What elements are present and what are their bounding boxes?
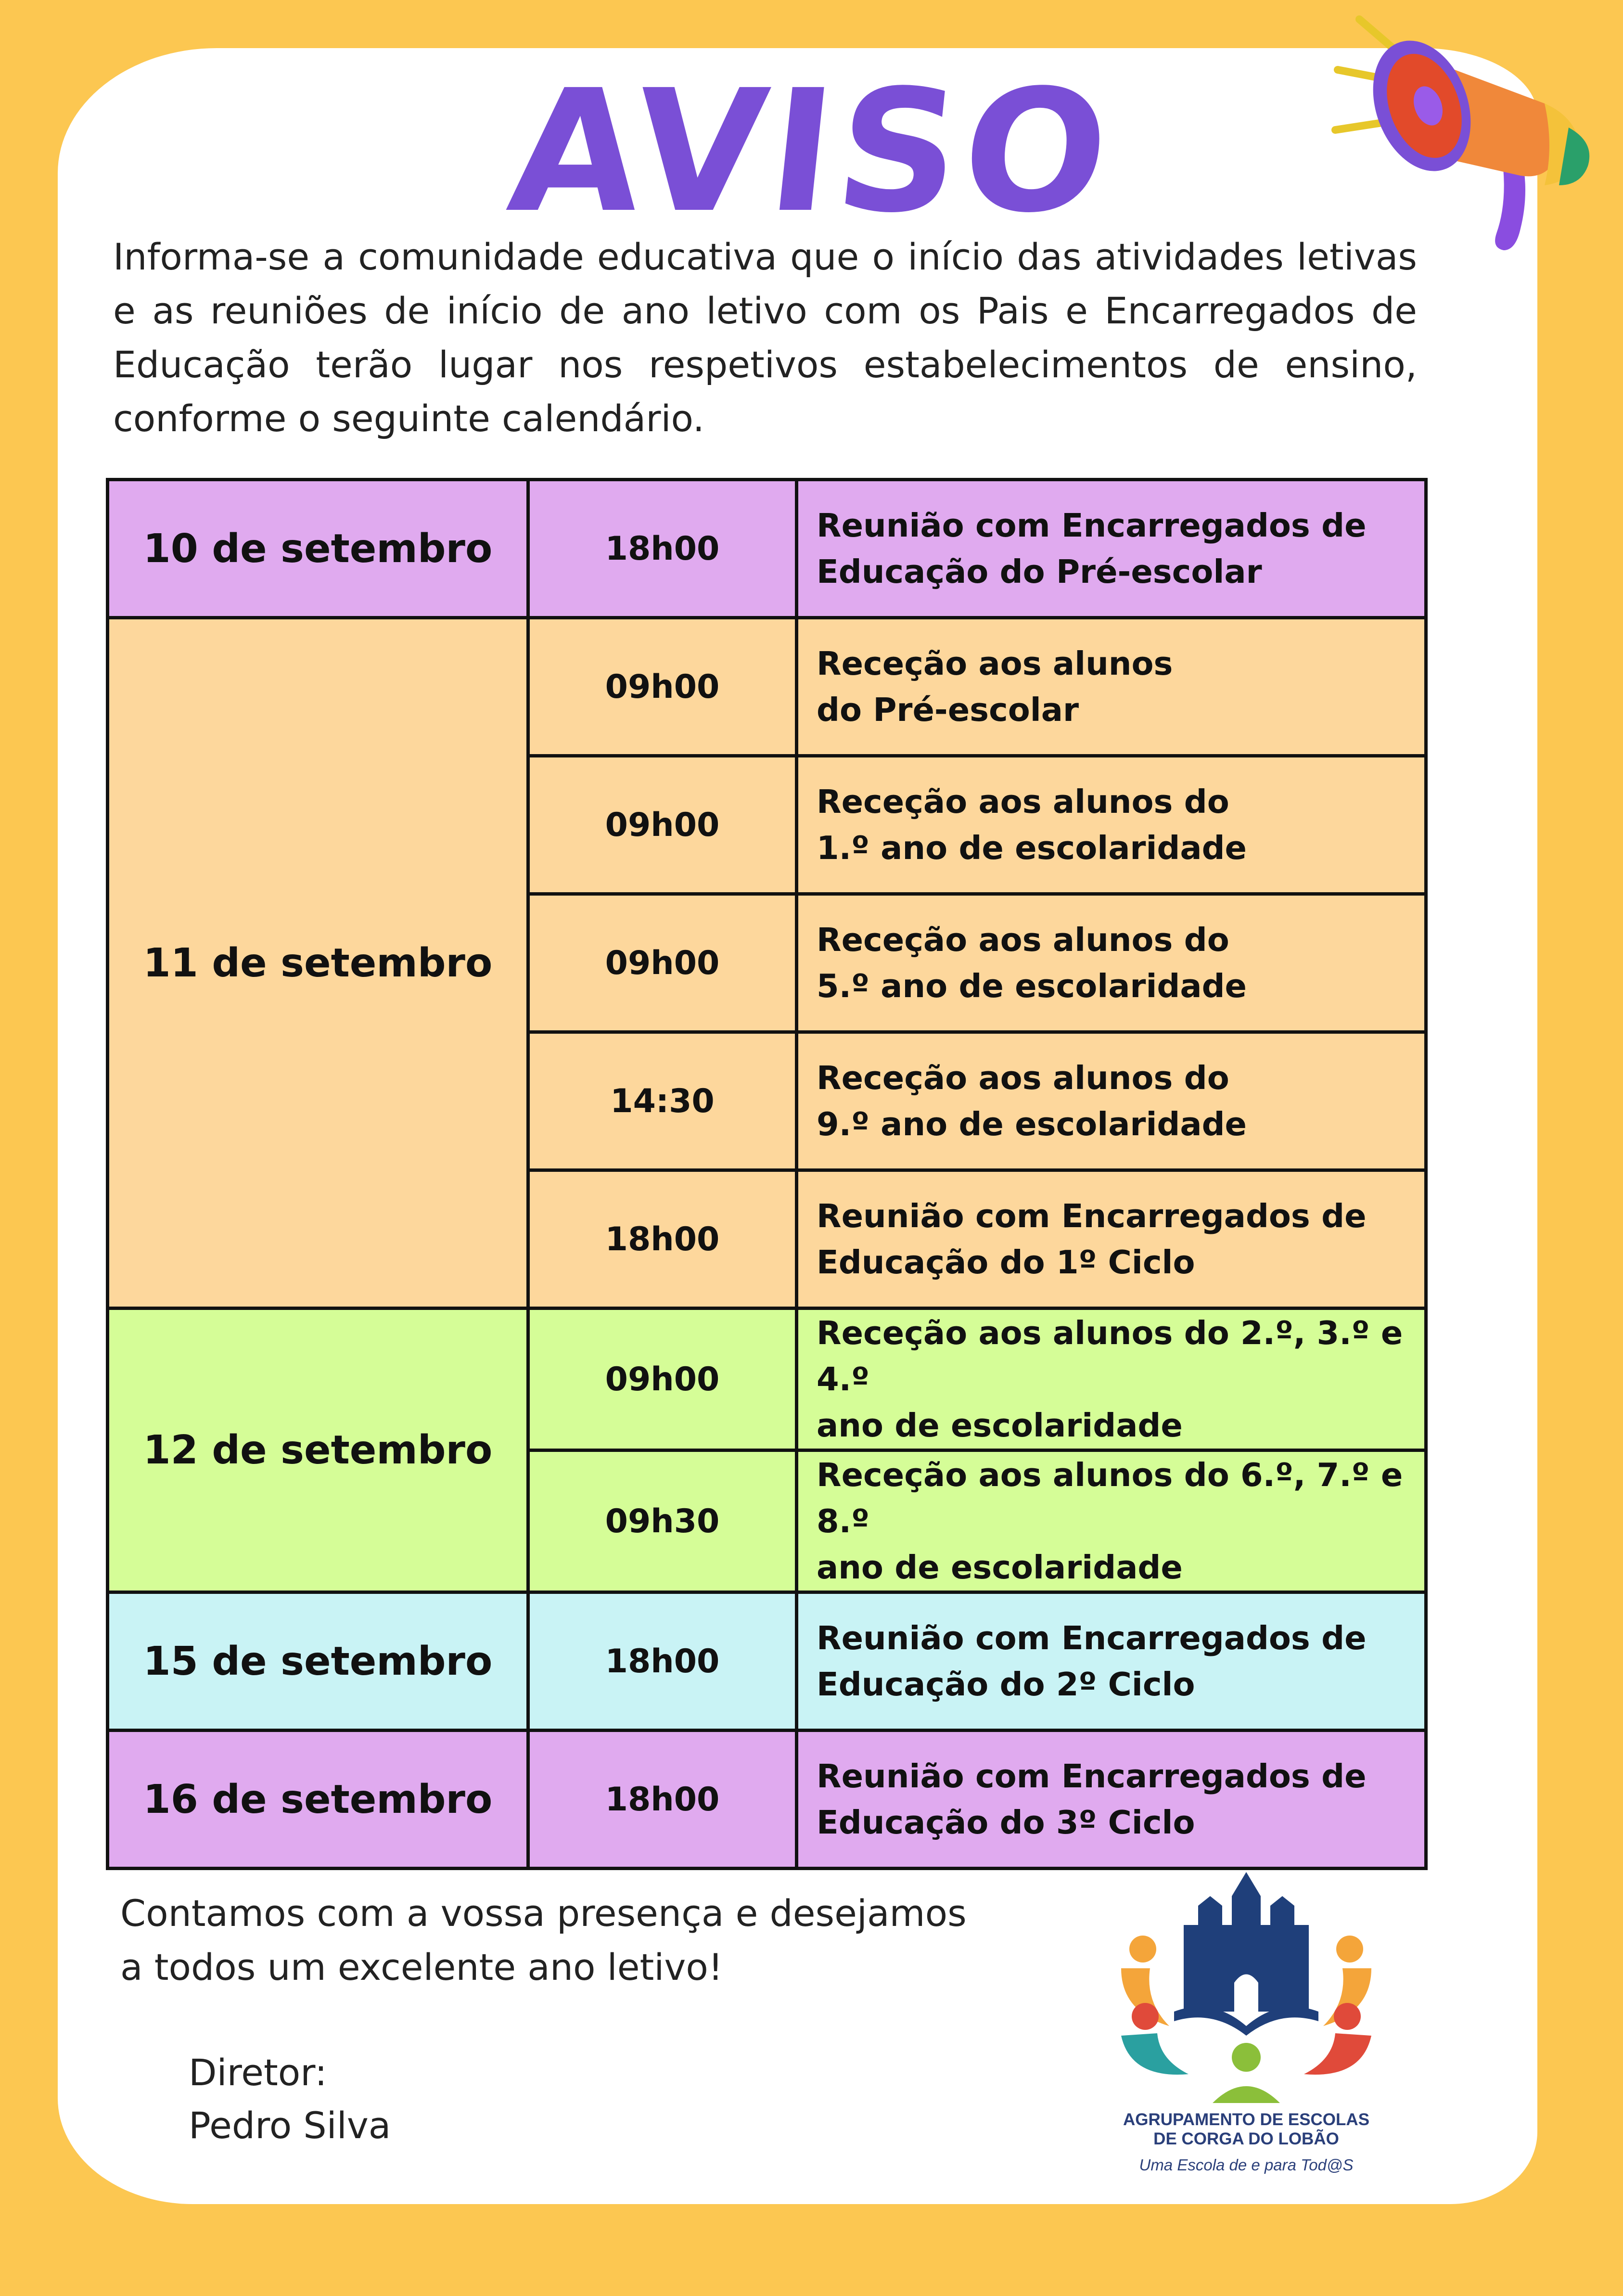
date-cell: 12 de setembro [108,1308,528,1592]
description-cell [797,1170,1426,1308]
description-line: 5.º ano de escolaridade [817,967,1247,1005]
logo-name-line: DE CORGA DO LOBÃO [1153,2129,1339,2148]
description-line: Educação do 1º Ciclo [817,1244,1195,1281]
description-cell [797,1450,1426,1592]
time-cell: 09h00 [528,618,797,756]
description-line: do Pré-escolar [817,691,1079,729]
description-line: Reunião com Encarregados de [817,1757,1367,1795]
logo-slogan: Uma Escola de e para Tod@S [1139,2156,1354,2174]
description-cell [797,480,1426,618]
signature [189,2046,391,2152]
logo-name-line: AGRUPAMENTO DE ESCOLAS [1123,2110,1370,2129]
description-line: Reunião com Encarregados de [817,1197,1367,1235]
description-line: 9.º ano de escolaridade [817,1105,1247,1143]
description-line: Reunião com Encarregados de [817,507,1367,544]
time-cell: 18h00 [528,480,797,618]
date-cell: 15 de setembro [108,1592,528,1731]
description-line: Educação do 2º Ciclo [817,1666,1195,1703]
time-cell: 09h00 [528,1308,797,1450]
description-line: 1.º ano de escolaridade [817,829,1247,867]
description-line: Reunião com Encarregados de [817,1619,1367,1657]
closing-message [120,1886,967,1994]
table-row [108,1592,1426,1731]
description-line: Educação do 3º Ciclo [817,1804,1195,1841]
description-cell [797,756,1426,894]
description-cell [797,1308,1426,1450]
closing-line: Contamos com a vossa presença e desejamos [120,1892,967,1935]
table-row [108,1308,1426,1450]
description-line: Educação do Pré-escolar [817,553,1262,590]
time-cell: 09h30 [528,1450,797,1592]
date-cell: 11 de setembro [108,618,528,1308]
page-title: AVISO [501,53,1122,250]
closing-line: a todos um excelente ano letivo! [120,1946,723,1988]
schedule-table [106,478,1428,1870]
description-cell [797,1731,1426,1869]
table-row [108,480,1426,618]
description-line: Receção aos alunos do [817,921,1229,959]
director-name: Pedro Silva [189,2104,391,2147]
description-cell [797,894,1426,1032]
time-cell: 09h00 [528,894,797,1032]
date-cell: 16 de setembro [108,1731,528,1869]
description-line: ano de escolaridade [817,1407,1183,1444]
logo-name [1102,2110,1391,2149]
school-logo [1102,1867,1391,2185]
time-cell: 18h00 [528,1170,797,1308]
table-row [108,1731,1426,1869]
time-cell: 09h00 [528,756,797,894]
intro-paragraph: Informa-se a comunidade educativa que o início das atividades letivas e as reuniões de início de ano letivo com os Pais e Encarregados de Educação terão lugar nos respetivos estabelecimentos de ensino, conforme o seguinte calendário. [113,235,1417,440]
description-line: ano de escolaridade [817,1549,1183,1586]
time-cell: 18h00 [528,1592,797,1731]
time-cell: 14:30 [528,1032,797,1170]
director-role: Diretor: [189,2051,327,2094]
date-cell: 10 de setembro [108,480,528,618]
description-cell [797,1592,1426,1731]
description-line: Receção aos alunos [817,645,1173,682]
description-line: Receção aos alunos do [817,1059,1229,1097]
description-line: Receção aos alunos do [817,783,1229,821]
school-castle-logo [1102,1867,1391,2108]
description-cell [797,1032,1426,1170]
table-row [108,618,1426,756]
description-cell [797,618,1426,756]
description-line: Receção aos alunos do 2.º, 3.º e 4.º [817,1314,1403,1398]
description-line: Receção aos alunos do 6.º, 7.º e 8.º [817,1456,1403,1540]
time-cell: 18h00 [528,1731,797,1869]
